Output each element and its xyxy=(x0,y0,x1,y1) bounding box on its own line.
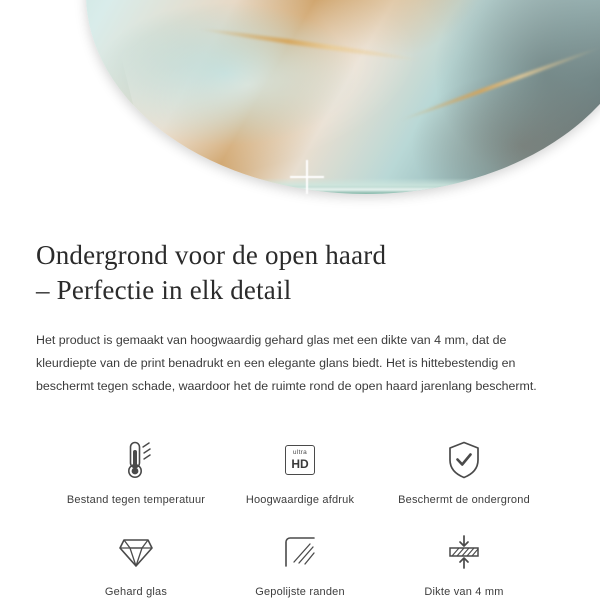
feature-label: Beschermt de ondergrond xyxy=(398,493,530,506)
feature-label: Dikte van 4 mm xyxy=(424,585,504,598)
marble-swirl-dark xyxy=(422,0,600,193)
content-block xyxy=(0,238,600,608)
thickness-arrows-icon xyxy=(442,530,486,574)
ultra-hd-badge-bottom: HD xyxy=(291,456,309,471)
hero-image xyxy=(0,0,600,210)
feature-item-tempered-glass xyxy=(54,524,218,608)
thermometer-icon xyxy=(116,438,156,482)
feature-label: Bestand tegen temperatuur xyxy=(66,493,206,506)
glass-edge xyxy=(86,178,600,194)
description-paragraph: Het product is gemaakt van hoogwaardig gehard glas met een dikte van 4 mm, dat de kleurdiepte van de print benadrukt en een elegante glans biedt. Het is hittebestendig en beschermt tegen schade, waardoor het de ruimte rond de open haard jarenlang beschermt. xyxy=(36,333,537,393)
page-title xyxy=(36,238,564,307)
glass-plate-image xyxy=(86,0,600,194)
feature-label: Gehard glas xyxy=(104,585,168,598)
feature-item-polished-edges xyxy=(218,524,382,608)
shield-check-icon xyxy=(446,438,482,482)
glass-edge-highlight xyxy=(86,188,600,191)
feature-label: Gepolijste randen xyxy=(255,585,345,598)
feature-item-temperature xyxy=(54,432,218,516)
polished-edges-icon xyxy=(280,530,320,574)
feature-grid xyxy=(36,432,564,608)
headline-line-2: – Perfectie in elk detail xyxy=(36,274,292,305)
diamond-icon xyxy=(116,530,156,574)
feature-item-surface-protection xyxy=(382,432,546,516)
feature-label: Hoogwaardige afdruk xyxy=(245,493,355,506)
ultra-hd-badge-top: ultra xyxy=(292,449,308,457)
headline-line-1: Ondergrond voor de open haard xyxy=(36,240,387,270)
feature-item-print-quality xyxy=(218,432,382,516)
ultra-hd-icon xyxy=(285,438,315,482)
feature-item-thickness xyxy=(382,524,546,608)
